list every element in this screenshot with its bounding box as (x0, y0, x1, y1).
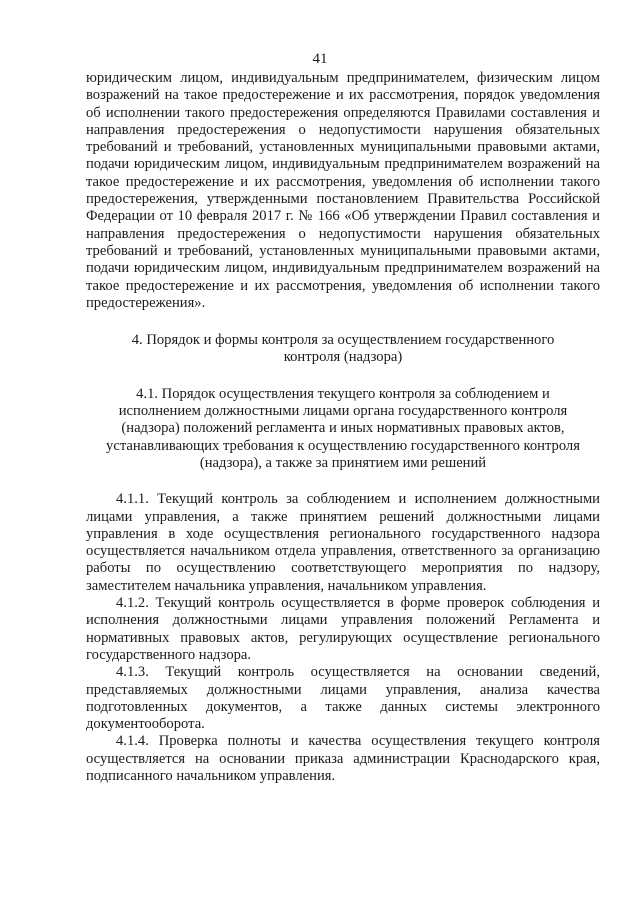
subsection-heading: 4.1. Порядок осуществления текущего контроля за соблюдением и исполнением должностными лицами органа государственного контроля (надзора) положений регламента и иных нормативных правовых актов, устанавливающих требования к осуществлению государственного контроля (надзора), а также за принятием ими решений (106, 385, 580, 471)
paragraph-continuation: юридическим лицом, индивидуальным предпринимателем, физическим лицом возражений на такое предостережение и их рассмотрения, порядок уведомления об исполнении такого предостережения определяются Правилами составления и направления предостережения о недопустимости нарушения обязательных требований и требований, установленных муниципальными правовыми актами, подачи юридическим лицом, индивидуальным предпринимателем возражений на такое предостережение и их рассмотрения, уведомления об исполнении такого предостережения, утвержденными постановлением Правительства Российской Федерации от 10 февраля 2017 г. № 166 «Об утверждении Правил составления и направления предостережения о недопустимости нарушения обязательных требований и требований, установленных муниципальными правовыми актами, подачи юридическим лицом, индивидуальным предпринимателем возражений на такое предостережение и их рассмотрения, уведомления об исполнении такого предостережения». (86, 70, 600, 311)
page-number: 41 (312, 51, 328, 67)
paragraph-4-1-2: 4.1.2. Текущий контроль осуществляется в форме проверок соблюдения и исполнения должностными лицами управления положений Регламента и нормативных правовых актов, регулирующих осуществление регионального государственного надзора. (86, 595, 600, 663)
paragraph-4-1-4: 4.1.4. Проверка полноты и качества осуществления текущего контроля осуществляется на основании приказа администрации Краснодарского края, подписанного начальником управления. (86, 733, 600, 784)
section-heading: 4. Порядок и формы контроля за осуществлением государственного контроля (надзора) (131, 332, 555, 366)
paragraph-4-1-3: 4.1.3. Текущий контроль осуществляется на основании сведений, представляемых должностными лицами управления, анализа качества подготовленных документов, а также данных системы электронного документооборота. (86, 664, 600, 733)
paragraph-4-1-1: 4.1.1. Текущий контроль за соблюдением и исполнением должностными лицами управления, а также принятием решений должностными лицами управления в ходе осуществления регионального государственного надзора осуществляется начальником отдела управления, ответственного за организацию работы по осуществлению соответствующего мероприятия по надзору, заместителем начальника управления, начальником управления. (86, 491, 600, 594)
document-body (86, 70, 600, 785)
